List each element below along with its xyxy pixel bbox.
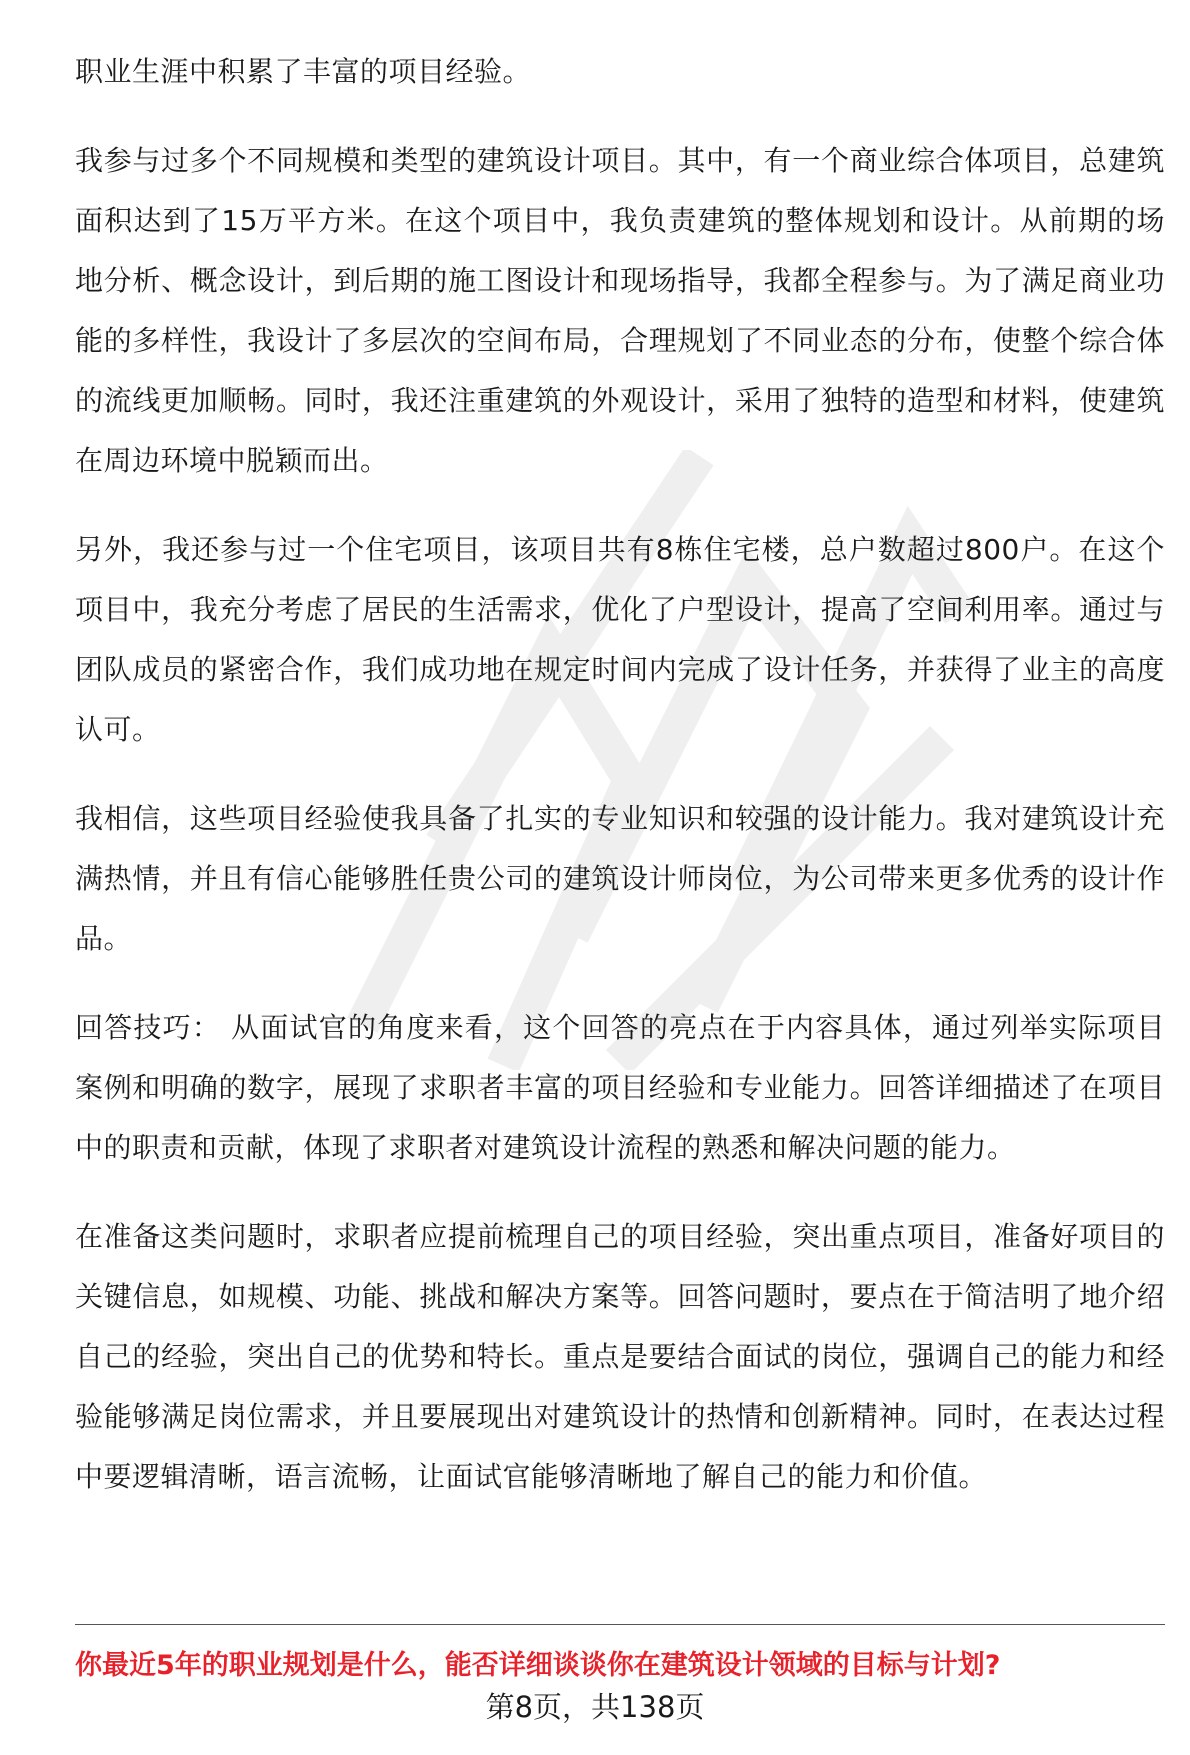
paragraph: 我参与过多个不同规模和类型的建筑设计项目。其中，有一个商业综合体项目，总建筑面积达到了15万平方米。在这个项目中，我负责建筑的整体规划和设计。从前期的场地分析、概念设计，到后期的施工图设计和现场指导，我都全程参与。为了满足商业功能的多样性，我设计了多层次的空间布局，合理规划了不同业态的分布，使整个综合体的流线更加顺畅。同时，我还注重建筑的外观设计，采用了独特的造型和材料，使建筑在周边环境中脱颖而出。 (75, 144, 1165, 477)
paragraph: 我相信，这些项目经验使我具备了扎实的专业知识和较强的设计能力。我对建筑设计充满热情，并且有信心能够胜任贵公司的建筑设计师岗位，为公司带来更多优秀的设计作品。 (75, 802, 1165, 955)
answer-tips-paragraph: 回答技巧： 从面试官的角度来看，这个回答的亮点在于内容具体，通过列举实际项目案例和明确的数字，展现了求职者丰富的项目经验和专业能力。回答详细描述了在项目中的职责和贡献，体现了求职者对建筑设计流程的熟悉和解决问题的能力。 (75, 1011, 1165, 1164)
paragraph: 在准备这类问题时，求职者应提前梳理自己的项目经验，突出重点项目，准备好项目的关键信息，如规模、功能、挑战和解决方案等。回答问题时，要点在于简洁明了地介绍自己的经验，突出自己的优势和特长。重点是要结合面试的岗位，强调自己的能力和经验能够满足岗位需求，并且要展现出对建筑设计的热情和创新精神。同时，在表达过程中要逻辑清晰，语言流畅，让面试官能够清晰地了解自己的能力和价值。 (75, 1220, 1165, 1493)
paragraph: 另外，我还参与过一个住宅项目，该项目共有8栋住宅楼，总户数超过800户。在这个项目中，我充分考虑了居民的生活需求，优化了户型设计，提高了空间利用率。通过与团队成员的紧密合作，我们成功地在规定时间内完成了设计任务，并获得了业主的高度认可。 (75, 533, 1165, 746)
section-divider (75, 1624, 1165, 1625)
page-footer: 第8页，共138页 (485, 1690, 705, 1724)
document-body (75, 42, 1165, 1536)
paragraph: 职业生涯中积累了丰富的项目经验。 (75, 55, 532, 88)
next-question-heading: 你最近5年的职业规划是什么，能否详细谈谈你在建筑设计领域的目标与计划? (75, 1650, 1001, 1681)
